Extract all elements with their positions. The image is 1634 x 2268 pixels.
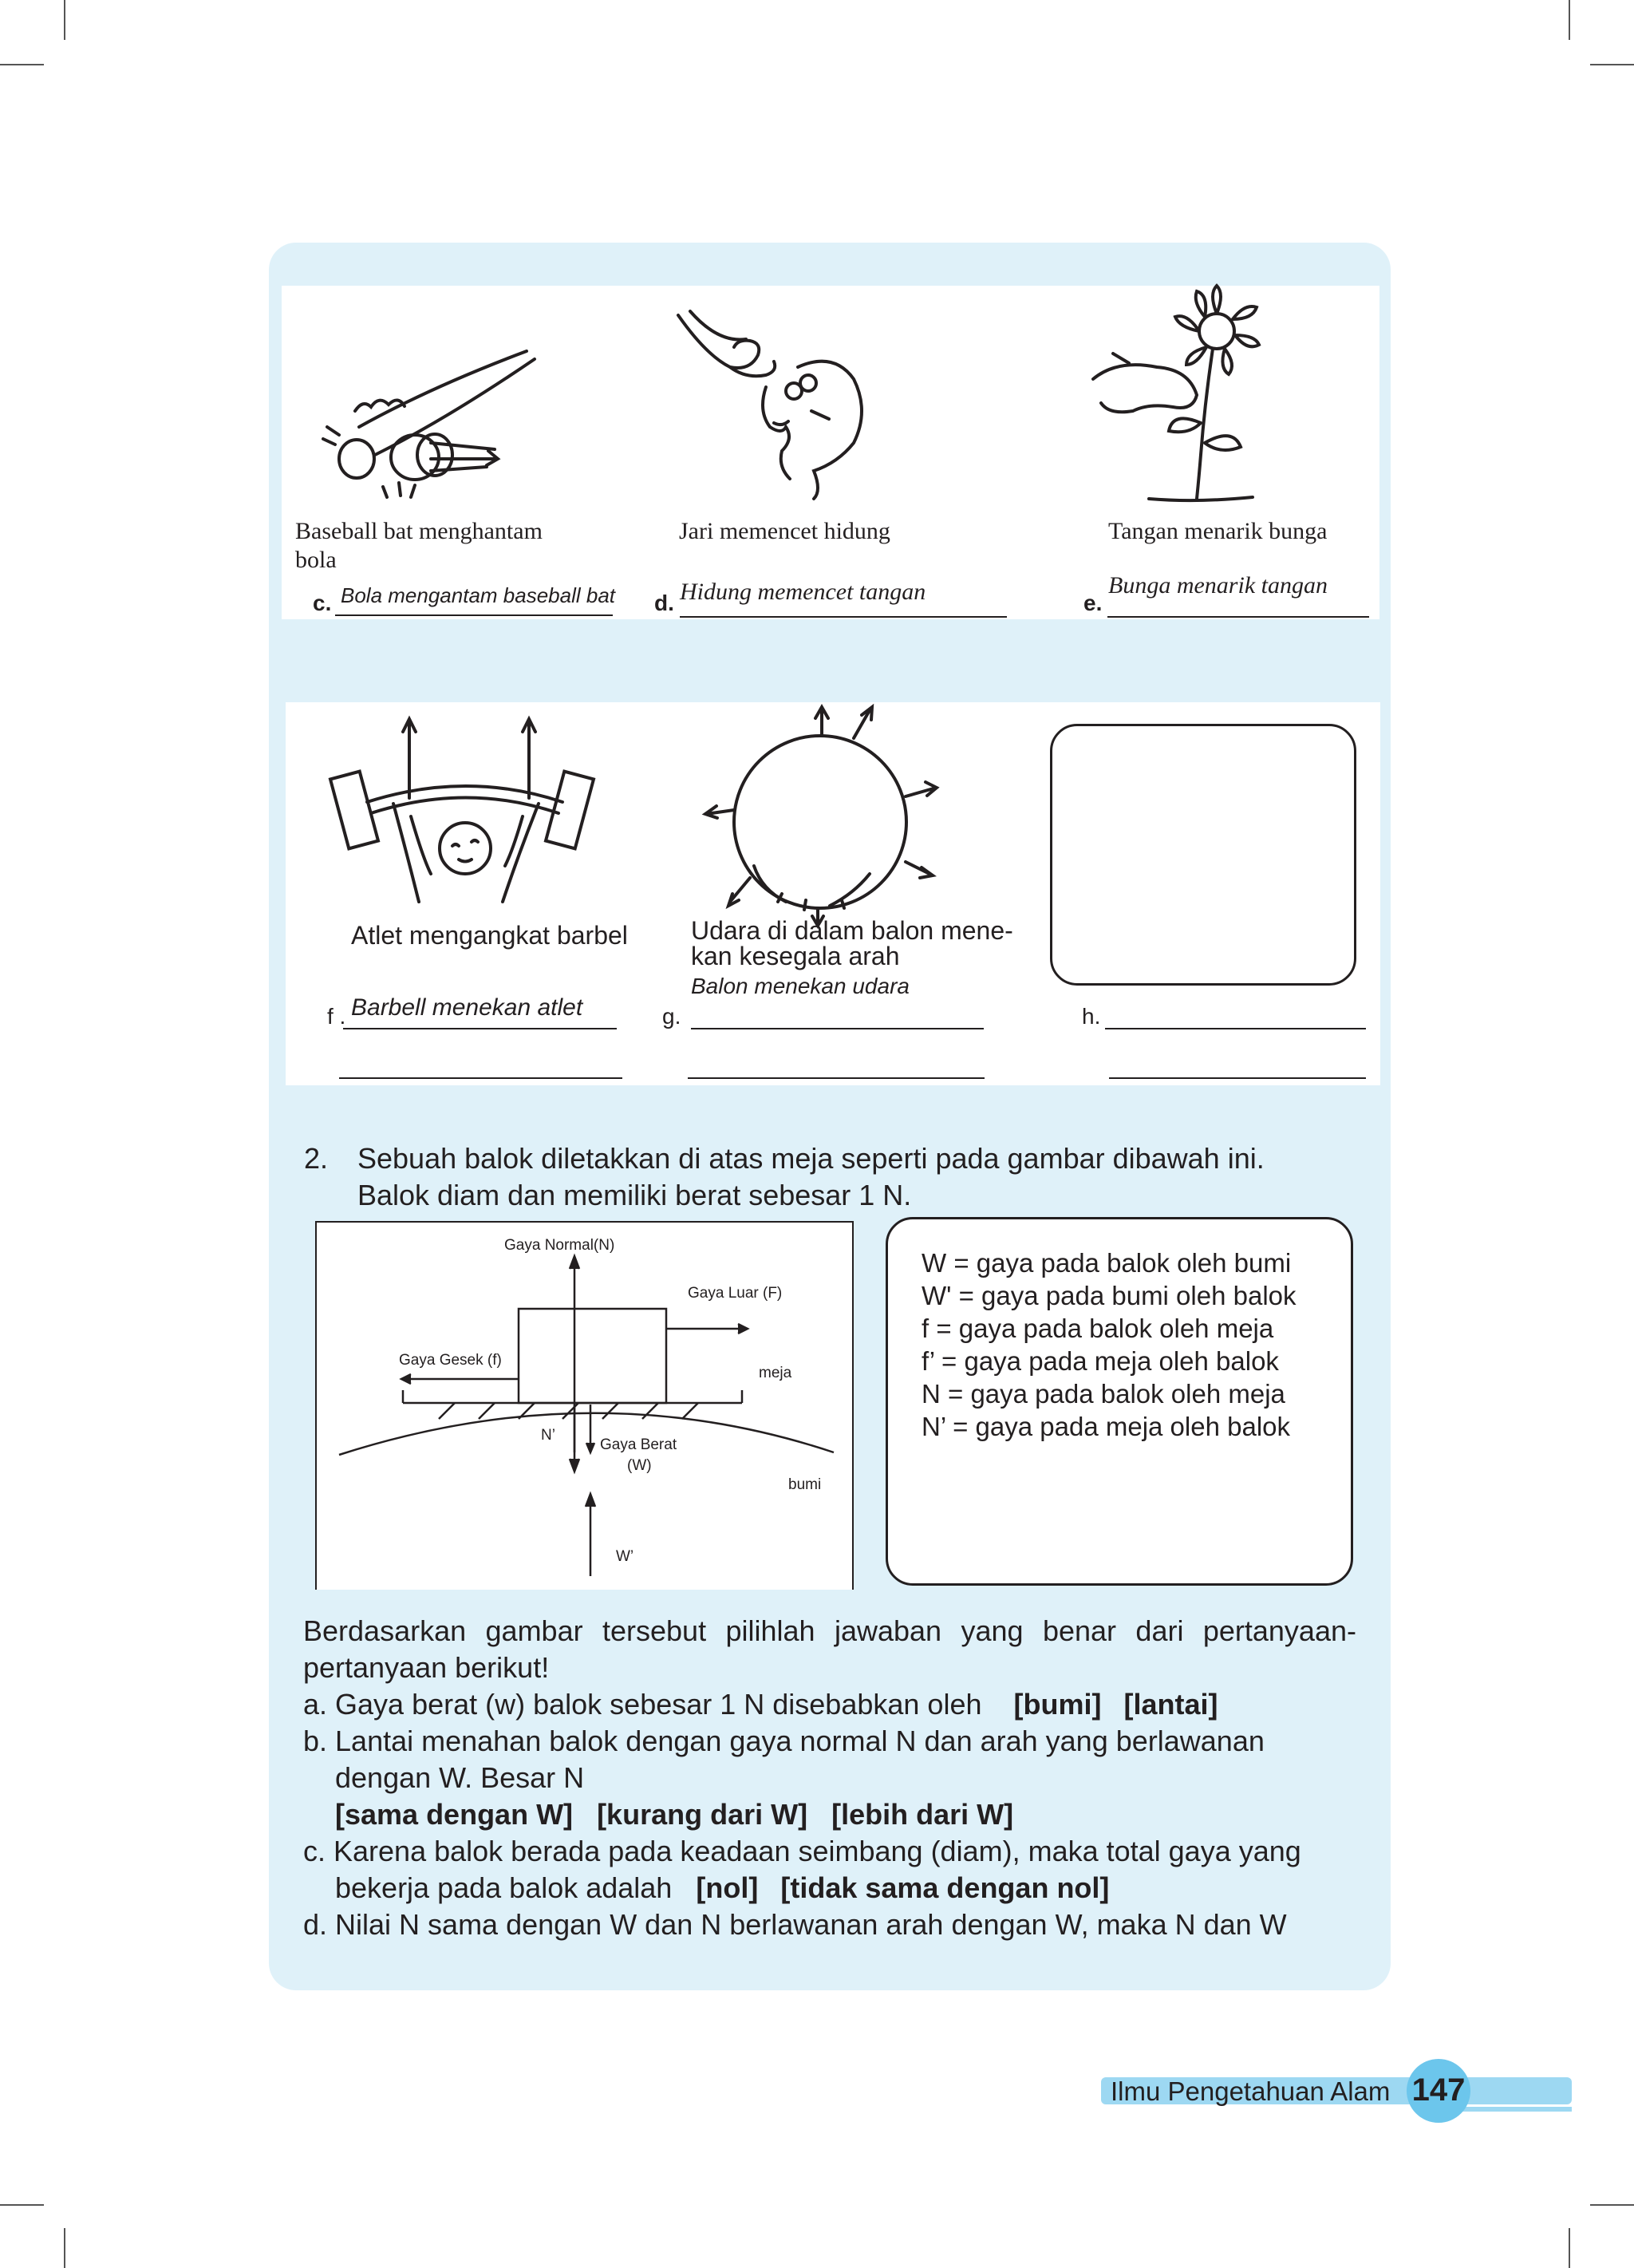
caption-baseball: Baseball bat menghantam bola — [295, 518, 543, 573]
force-diagram-drawing — [315, 1221, 851, 1588]
answer-line-d — [680, 616, 1007, 618]
answer-line-h — [1105, 1028, 1366, 1029]
letter-e: e. — [1083, 591, 1103, 615]
letter-c: c. — [313, 591, 332, 615]
answer-d: Hidung memencet tangan — [680, 579, 926, 605]
label-n-prime: N’ — [541, 1427, 555, 1444]
label-gaya-luar: Gaya Luar (F) — [688, 1285, 783, 1302]
blank-line-h — [1109, 1077, 1366, 1079]
hand-flower-illustration — [1085, 283, 1285, 511]
crop-mark — [0, 2204, 44, 2206]
option-kurang-dari-w[interactable]: [kurang dari W] — [597, 1798, 808, 1831]
label-gaya-normal: Gaya Normal(N) — [504, 1237, 615, 1254]
caption-barbell: Atlet mengangkat barbel — [351, 921, 628, 950]
label-bumi: bumi — [788, 1476, 822, 1493]
caption-flower: Tangan menarik bunga — [1108, 518, 1328, 544]
barbell-illustration — [323, 714, 598, 906]
crop-mark — [1590, 64, 1634, 65]
label-w: (W) — [627, 1457, 652, 1474]
crop-mark — [0, 64, 44, 65]
blank-line-g — [688, 1077, 985, 1079]
baseball-illustration — [311, 339, 551, 515]
empty-drawing-box — [1050, 724, 1356, 986]
answer-line-f — [343, 1028, 617, 1029]
option-sama-dengan-w[interactable]: [sama dengan W] — [335, 1798, 574, 1831]
question-b-options — [335, 1797, 1013, 1832]
page-number: 147 — [1411, 2072, 1466, 2108]
option-lebih-dari-w[interactable]: [lebih dari W] — [831, 1798, 1014, 1831]
crop-mark — [1590, 2204, 1634, 2206]
answer-g: Balon menekan udara — [691, 974, 910, 998]
question-a — [303, 1687, 1218, 1722]
caption-balloon-line2: kan kesegala arah — [691, 942, 900, 970]
question-b-line1: b. Lantai menahan balok dengan gaya normal N dan arah yang berlawanan — [303, 1725, 1265, 1757]
question-2-line1: Sebuah balok diletakkan di atas meja seperti pada gambar dibawah ini. — [357, 1142, 1265, 1175]
footer-subject: Ilmu Pengetahuan Alam — [1111, 2076, 1391, 2106]
question-2-line2: Balok diam dan memiliki berat sebesar 1 N. — [357, 1179, 912, 1211]
answer-e: Bunga menarik tangan — [1108, 572, 1328, 599]
option-bumi[interactable]: [bumi] — [1013, 1688, 1102, 1721]
answer-line-g — [691, 1028, 984, 1029]
legend-item: N = gaya pada balok oleh meja — [922, 1379, 1285, 1409]
blank-line-f — [339, 1077, 622, 1079]
crop-mark — [64, 0, 65, 40]
label-gaya-gesek: Gaya Gesek (f) — [399, 1352, 502, 1369]
crop-mark — [64, 2228, 65, 2268]
finger-nose-illustration — [674, 307, 882, 499]
label-gaya-berat: Gaya Berat — [600, 1436, 677, 1453]
answer-line-e — [1107, 616, 1369, 618]
question-a-text: a. Gaya berat (w) balok sebesar 1 N disebabkan oleh — [303, 1688, 982, 1721]
question-2-number: 2. — [304, 1142, 329, 1175]
legend-item: f’ = gaya pada meja oleh balok — [922, 1346, 1279, 1376]
crop-mark — [1569, 0, 1570, 40]
question-c-line1: c. Karena balok berada pada keadaan seimbang (diam), maka total gaya yang — [303, 1835, 1301, 1867]
legend-item: W' = gaya pada bumi oleh balok — [922, 1281, 1297, 1310]
answer-f: Barbell menekan atlet — [351, 994, 583, 1021]
answer-c: Bola mengantam baseball bat — [341, 583, 616, 607]
letter-f: f . — [327, 1004, 346, 1029]
question-c-text: bekerja pada balok adalah — [335, 1871, 673, 1904]
question-b-line2: dengan W. Besar N — [335, 1761, 585, 1794]
caption-balloon-line1: Udara di dalam balon mene- — [691, 916, 1013, 945]
crop-mark — [1569, 2228, 1570, 2268]
option-lantai[interactable]: [lantai] — [1123, 1688, 1218, 1721]
letter-h: h. — [1082, 1004, 1101, 1029]
label-w-prime: W’ — [616, 1548, 634, 1565]
letter-d: d. — [654, 591, 674, 615]
legend-item: W = gaya pada balok oleh bumi — [922, 1248, 1292, 1278]
option-tidak-sama-dengan-nol[interactable]: [tidak sama dengan nol] — [780, 1871, 1110, 1904]
option-nol[interactable]: [nol] — [696, 1871, 759, 1904]
caption-nose: Jari memencet hidung — [679, 518, 890, 544]
questions-intro-1: Berdasarkan gambar tersebut pilihlah jawaban yang benar dari pertanyaan- — [303, 1614, 1356, 1647]
label-meja: meja — [759, 1365, 792, 1381]
questions-intro-2: pertanyaan berikut! — [303, 1651, 550, 1684]
legend-item: f = gaya pada balok oleh meja — [922, 1314, 1274, 1343]
letter-g: g. — [662, 1004, 681, 1029]
question-c-line2 — [335, 1871, 1109, 1906]
question-d: d. Nilai N sama dengan W dan N berlawanan arah dengan W, maka N dan W — [303, 1908, 1287, 1941]
legend-item: N’ = gaya pada meja oleh balok — [922, 1412, 1290, 1441]
answer-line-c — [335, 614, 613, 616]
balloon-illustration — [702, 702, 941, 926]
